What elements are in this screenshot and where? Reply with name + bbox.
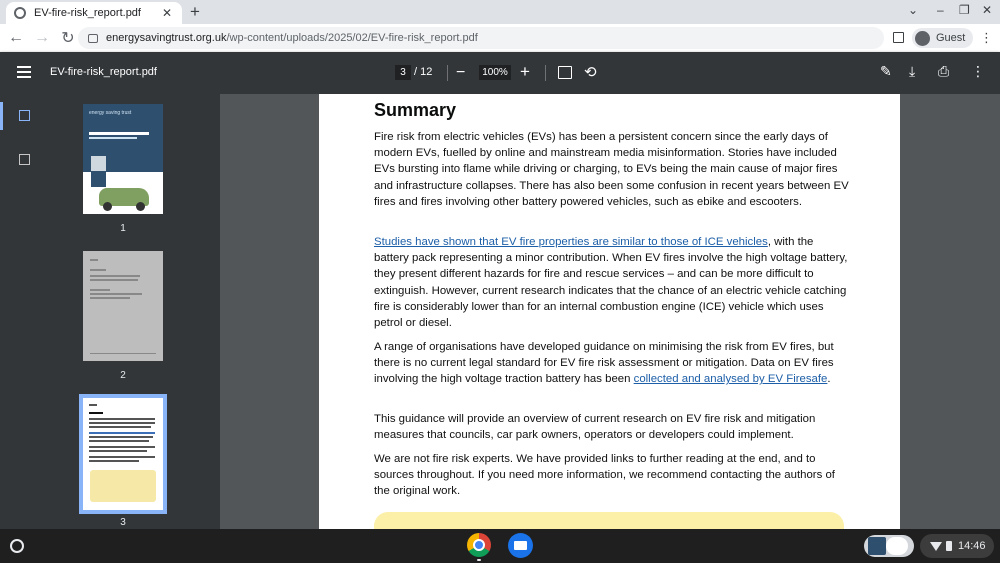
wheel bbox=[103, 202, 112, 211]
cover-title-line bbox=[89, 132, 149, 135]
paragraph-2-text: , with the battery pack representing a minor contribution. When EV fires involve the high voltage battery, they present different hazards for fire and rescue services – and can be more difficult to extinguish. However, current research indicates that the chance of an electric vehicle catching fire is considerably lower than for an internal combustion engine (ICE) vehicle which uses petrol or diesel. bbox=[374, 236, 848, 330]
files-icon[interactable] bbox=[508, 533, 533, 558]
wifi-icon bbox=[930, 542, 942, 551]
text-line bbox=[89, 404, 97, 406]
running-indicator bbox=[477, 559, 481, 561]
url-host: energysavingtrust.org.uk bbox=[106, 32, 227, 44]
text-line bbox=[89, 456, 155, 458]
decor-square bbox=[91, 172, 106, 187]
fit-page-icon[interactable] bbox=[558, 66, 572, 79]
decor-square bbox=[91, 156, 106, 171]
side-panel-icon[interactable] bbox=[893, 32, 904, 43]
text-line bbox=[89, 432, 155, 434]
status-area[interactable] bbox=[920, 534, 994, 558]
zoom-in-button[interactable]: + bbox=[520, 62, 530, 81]
cover-brand: energy saving trust bbox=[89, 110, 132, 116]
maximize-button[interactable]: ❐ bbox=[959, 3, 970, 17]
text-line bbox=[89, 450, 147, 452]
close-window-button[interactable]: ✕ bbox=[982, 3, 993, 17]
back-button[interactable]: ← bbox=[8, 29, 24, 46]
avatar-icon bbox=[915, 31, 930, 46]
tray-thumbnail bbox=[868, 537, 886, 555]
text-line bbox=[89, 436, 153, 438]
profile-label: Guest bbox=[936, 32, 966, 44]
paragraph-3 bbox=[374, 339, 849, 388]
text-line bbox=[90, 289, 110, 291]
new-tab-button[interactable]: + bbox=[190, 2, 200, 21]
thumbnail-label: 1 bbox=[120, 223, 126, 234]
text-line bbox=[90, 279, 138, 281]
paragraph-3-end: . bbox=[827, 373, 831, 386]
tab-search-icon[interactable]: ⌄ bbox=[908, 3, 919, 17]
paragraph-2 bbox=[374, 234, 849, 331]
print-icon[interactable]: ⎙ bbox=[938, 63, 950, 79]
holding-space-tray[interactable] bbox=[864, 535, 914, 557]
cover-subtitle-line bbox=[89, 137, 137, 139]
ev-firesafe-link[interactable]: collected and analysed by EV Firesafe bbox=[633, 373, 828, 386]
page-thumbnail-3 bbox=[83, 398, 163, 510]
globe-icon bbox=[14, 7, 26, 19]
browser-toolbar bbox=[0, 24, 1000, 52]
tray-thumbnail bbox=[886, 537, 908, 555]
page-number-input[interactable]: 3 bbox=[395, 65, 411, 80]
studies-link[interactable]: Studies have shown that EV fire properties are similar to those of ICE vehicles bbox=[374, 236, 768, 248]
page-thumbnail-1[interactable] bbox=[83, 104, 163, 214]
text-line bbox=[89, 418, 155, 420]
launcher-icon[interactable] bbox=[10, 539, 24, 553]
pdf-toolbar bbox=[0, 52, 1000, 94]
clock: 14:46 bbox=[958, 540, 986, 552]
outline-icon bbox=[19, 154, 30, 165]
thumbnails-tab[interactable] bbox=[0, 96, 48, 136]
download-icon[interactable]: ⤓ bbox=[909, 63, 916, 79]
text-line bbox=[90, 293, 142, 295]
text-line bbox=[89, 422, 155, 424]
pdf-title: EV-fire-risk_report.pdf bbox=[50, 66, 157, 78]
profile-button[interactable] bbox=[912, 28, 973, 48]
text-line bbox=[89, 446, 155, 448]
minimize-button[interactable]: – bbox=[937, 3, 944, 17]
battery-icon bbox=[946, 541, 952, 551]
annotate-pencil-icon[interactable]: ✎ bbox=[880, 63, 892, 79]
chrome-icon[interactable] bbox=[467, 533, 491, 557]
rotate-icon[interactable]: ⟲ bbox=[584, 64, 597, 81]
text-line bbox=[89, 426, 151, 428]
sidebar-tabs bbox=[0, 94, 48, 529]
text-line bbox=[89, 440, 149, 442]
paragraph-3-text: A range of organisations have developed guidance on minimising the risk from EV fires, but there is no current legal standard for EV fire risk assessment or mitigation. Data on EV fires involving the high voltage traction battery has been bbox=[374, 341, 834, 386]
outline-tab[interactable] bbox=[0, 140, 48, 180]
browser-menu-icon[interactable]: ⋮ bbox=[980, 30, 993, 45]
callout-box bbox=[374, 512, 844, 529]
text-line bbox=[90, 259, 98, 261]
divider bbox=[545, 65, 546, 81]
text-line bbox=[90, 297, 130, 299]
thumbnail-icon bbox=[19, 110, 30, 121]
forward-button[interactable]: → bbox=[34, 29, 50, 46]
paragraph-1: Fire risk from electric vehicles (EVs) has been a persistent concern since the early days of modern EVs, fuelled by online and mainstream media misinformation. Stories have included EVs bursting into flame while driving or charging, to EVs being the main cause of major fires and infrastructure collapses. There has also been some confusion in recent years between EV fires and fires involving other battery powered vehicles, such as ebike and escooters. bbox=[374, 131, 849, 208]
thumbnail-label: 2 bbox=[120, 370, 126, 381]
divider bbox=[447, 65, 448, 81]
text-line bbox=[90, 269, 106, 271]
document-viewport[interactable] bbox=[220, 94, 1000, 529]
page-total: / 12 bbox=[414, 66, 433, 78]
wheel bbox=[136, 202, 145, 211]
text-line bbox=[89, 412, 103, 414]
tab-close-icon[interactable]: ✕ bbox=[161, 6, 173, 20]
zoom-out-button[interactable]: − bbox=[456, 64, 466, 81]
zoom-input[interactable]: 100% bbox=[479, 65, 511, 80]
address-bar[interactable] bbox=[78, 27, 884, 49]
thumbnail-label: 3 bbox=[120, 517, 126, 528]
paragraph-5: We are not fire risk experts. We have provided links to further reading at the end, and to sources throughout. If you need more information, we recommend contacting the authors of the original work. bbox=[374, 453, 835, 498]
url-text[interactable] bbox=[106, 32, 478, 44]
callout-box bbox=[90, 470, 156, 502]
tab-strip bbox=[0, 0, 1000, 24]
footer-line bbox=[90, 353, 156, 354]
text-line bbox=[89, 460, 139, 462]
page-thumbnail-2[interactable] bbox=[83, 251, 163, 361]
menu-icon[interactable] bbox=[17, 66, 31, 81]
tab-title: EV-fire-risk_report.pdf bbox=[34, 7, 141, 19]
browser-tab[interactable] bbox=[6, 2, 182, 24]
url-path: /wp-content/uploads/2025/02/EV-fire-risk_report.pdf bbox=[226, 32, 478, 44]
thumbnail-sidebar bbox=[0, 94, 220, 529]
text-line bbox=[90, 275, 140, 277]
os-shelf bbox=[0, 529, 1000, 563]
page-thumbnail-3-selected[interactable] bbox=[79, 394, 167, 514]
paragraph-4: This guidance will provide an overview of current research on EV fire risk and mitigation measures that councils, car park owners, operators or developers could implement. bbox=[374, 413, 816, 442]
pdf-page bbox=[319, 94, 900, 529]
reload-button[interactable]: ↻ bbox=[61, 30, 75, 47]
lock-icon[interactable] bbox=[88, 34, 98, 43]
more-options-icon[interactable]: ⋮ bbox=[971, 63, 985, 79]
page-heading: Summary bbox=[374, 100, 457, 120]
